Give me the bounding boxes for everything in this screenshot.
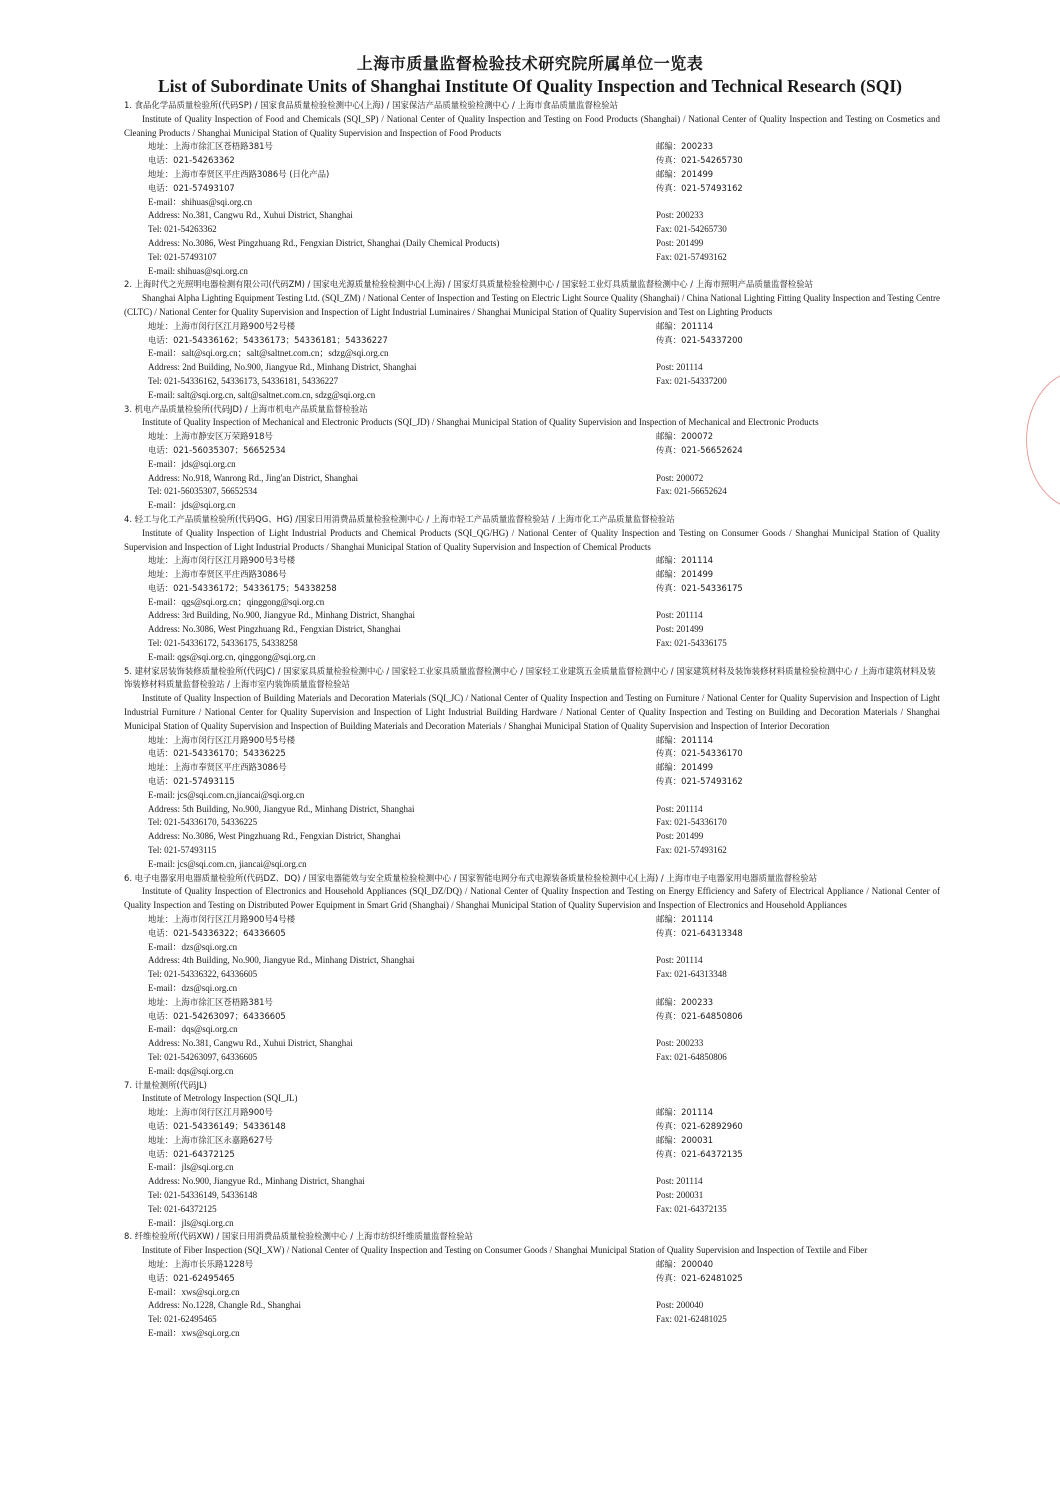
contact-row (124, 1313, 940, 1327)
contact-row (124, 1120, 940, 1134)
contact-row (124, 913, 940, 927)
contact-detail: Tel: 021-64372125 (148, 1203, 217, 1214)
contact-detail: E-mail：jds@sqi.org.cn (148, 458, 236, 469)
contact-postal-fax: 传真：021-64850806 (656, 1010, 743, 1021)
contact-detail: Tel: 021-57493115 (148, 845, 217, 856)
contact-row (124, 927, 940, 941)
contact-detail: 地址：上海市奉贤区平庄西路3086号 (日化产品) (148, 168, 330, 179)
contact-detail: 电话：021-54336172；54336175；54338258 (148, 582, 337, 593)
contact-detail: 地址：上海市奉贤区平庄西路3086号 (148, 569, 287, 580)
contact-postal-fax: Fax: 021-54336170 (656, 817, 727, 828)
contact-row (124, 1286, 940, 1300)
contact-row (124, 265, 940, 279)
contact-row (124, 472, 940, 486)
contact-detail: Tel: 021-62495465 (148, 1314, 217, 1325)
contact-postal-fax: 传真：021-57493162 (656, 182, 743, 193)
contact-detail: Address: 4th Building, No.900, Jiangyue Rd., Minhang District, Shanghai (148, 955, 415, 966)
contact-postal-fax: 邮编：201114 (656, 914, 714, 925)
contact-row (124, 858, 940, 872)
contact-row (124, 361, 940, 375)
contact-postal-fax: Fax: 021-56652624 (656, 486, 727, 497)
unit-block (124, 1230, 940, 1340)
contact-postal-fax: Post: 201114 (656, 610, 703, 621)
unit-description: Institute of Quality Inspection of Electronics and Household Appliances (SQI_DZ/DQ) / National Center of Quality Inspection and Testing on Energy Efficiency and Safety of Electrical Appliance / National Center of Quality Inspection and Testing on Distributed Power Equipment in Smart Grid (Shanghai) / Shanghai Municipal Station of Quality Supervision and Inspection of Electronics and Household Appliances (124, 886, 940, 911)
contact-postal-fax: 邮编：200040 (656, 1258, 714, 1269)
contact-row (124, 1010, 940, 1024)
contact-postal-fax: 邮编：201114 (656, 1107, 714, 1118)
contact-row (124, 237, 940, 251)
contact-postal-fax: Fax: 021-57493162 (656, 845, 727, 856)
contact-postal-fax: 传真：021-64313348 (656, 927, 743, 938)
contact-row (124, 568, 940, 582)
contact-row (124, 816, 940, 830)
contact-detail: E-mail: dqs@sqi.org.cn (148, 1065, 234, 1076)
unit-heading: 6. 电子电器家用电器质量检验所(代码DZ、DQ) / 国家电器能效与安全质量检验检测中心 / 国家智能电网分布式电源装备质量检验检测中心(上海) / 上海市电子电器家用电器质量监督检验站 (124, 872, 818, 883)
contact-row (124, 968, 940, 982)
contact-detail: 地址：上海市闵行区江月路900号 (148, 1107, 273, 1118)
contact-row (124, 623, 940, 637)
contact-detail: E-mail: qgs@sqi.org.cn, qinggong@sqi.org.cn (148, 651, 316, 662)
contact-postal-fax: 邮编：201499 (656, 168, 714, 179)
contact-postal-fax: Post: 200233 (656, 1038, 704, 1049)
contact-detail: Address: No.900, Jiangyue Rd., Minhang District, Shanghai (148, 1176, 365, 1187)
contact-row (124, 789, 940, 803)
contact-detail: E-mail：jls@sqi.org.cn (148, 1217, 234, 1228)
contact-row (124, 499, 940, 513)
contact-postal-fax: Fax: 021-57493162 (656, 251, 727, 262)
contact-detail: Tel: 021-54263097, 64336605 (148, 1051, 258, 1062)
contact-row (124, 1189, 940, 1203)
title-chinese: 上海市质量监督检验技术研究院所属单位一览表 (356, 54, 704, 73)
contact-row (124, 140, 940, 154)
contact-detail: 电话：021-64372125 (148, 1148, 235, 1159)
contact-row (124, 430, 940, 444)
contact-row (124, 1299, 940, 1313)
contact-postal-fax: Fax: 021-64850806 (656, 1051, 727, 1062)
unit-description: Institute of Quality Inspection of Mechanical and Electronic Products (SQI_JD) / Shanghai Municipal Station of Quality Supervision and Inspection of Mechanical and Electronic Products (142, 417, 819, 428)
contact-detail: 地址：上海市闵行区江月路900号5号楼 (148, 734, 295, 745)
contact-detail: Address: 5th Building, No.900, Jiangyue Rd., Minhang District, Shanghai (148, 803, 415, 814)
contact-row (124, 1023, 940, 1037)
unit-heading: 5. 建材家居装饰装修质量检验所(代码JC) / 国家家具质量检验检测中心 / 国家轻工业家具质量监督检测中心 / 国家轻工业建筑五金质量监督检测中心 / 国家建筑材料及装饰装修材料质量检验检测中心 / 上海市建筑材料及装饰装修材料质量监督检验站 / 上海市室内装饰质量监督检验站 (124, 665, 936, 690)
contact-row (124, 375, 940, 389)
contact-postal-fax: Post: 200233 (656, 210, 704, 221)
contact-row (124, 1106, 940, 1120)
contact-detail: E-mail: salt@sqi.org.cn, salt@saltnet.com.cn, sdzg@sqi.org.cn (148, 389, 376, 400)
contact-detail: E-mail：dqs@sqi.org.cn (148, 1024, 238, 1035)
contact-postal-fax: Fax: 021-62481025 (656, 1314, 727, 1325)
contact-row (124, 982, 940, 996)
contact-row (124, 334, 940, 348)
contact-postal-fax: 邮编：201499 (656, 569, 714, 580)
contact-postal-fax: 邮编：200031 (656, 1134, 714, 1145)
contact-row (124, 1327, 940, 1341)
contact-detail: E-mail：xws@sqi.org.cn (148, 1286, 240, 1297)
unit-block (124, 513, 940, 665)
unit-block (124, 403, 940, 513)
contact-row (124, 844, 940, 858)
unit-description: Institute of Quality Inspection of Building Materials and Decoration Materials (SQI_JC) / National Center of Quality Inspection and Testing on Furniture / National Center for Quality Supervision and Inspection of Light Industrial Furniture / National Center for Quality Supervision and Inspection of Light Industrial Building Hardware / National Center of Quality Inspection and Testing on Building and Decoration Materials / Shanghai Municipal Station of Quality Supervision and Inspection of Building Materials and Decoration Materials / Shanghai Municipal Station of Quality Supervision and Inspection of Interior Decoration (124, 693, 940, 731)
contact-detail: 地址：上海市徐汇区苍梧路381号 (148, 996, 273, 1007)
contact-postal-fax: 传真：021-54336175 (656, 582, 743, 593)
contact-detail: E-mail：dzs@sqi.org.cn (148, 983, 238, 993)
contact-detail: Address: No.1228, Changle Rd., Shanghai (148, 1300, 301, 1311)
contact-postal-fax: 传真：021-64372135 (656, 1148, 743, 1159)
contact-postal-fax: Post: 201114 (656, 955, 703, 966)
contact-row (124, 775, 940, 789)
unit-block (124, 1079, 940, 1231)
contact-postal-fax: Post: 201114 (656, 1176, 703, 1187)
contact-postal-fax: Post: 201499 (656, 831, 704, 842)
contact-postal-fax: 传真：021-56652624 (656, 444, 743, 455)
contact-row (124, 637, 940, 651)
contact-row (124, 554, 940, 568)
contact-row (124, 996, 940, 1010)
contact-detail: E-mail：jls@sqi.org.cn (148, 1162, 234, 1173)
unit-heading: 8. 纤维检验所(代码XW) / 国家日用消费品质量检验检测中心 / 上海市纺织纤维质量监督检验站 (124, 1231, 473, 1242)
contact-postal-fax: 邮编：201114 (656, 320, 714, 331)
contact-row (124, 609, 940, 623)
contact-postal-fax: 邮编：201114 (656, 734, 714, 745)
contact-postal-fax: Fax: 021-64372135 (656, 1203, 727, 1214)
contact-postal-fax: 传真：021-54336170 (656, 748, 743, 759)
contact-row (124, 1203, 940, 1217)
contact-postal-fax: Post: 201499 (656, 624, 704, 635)
contact-row (124, 941, 940, 955)
unit-description: Institute of Quality Inspection of Food and Chemicals (SQI_SP) / National Center of Quality Inspection and Testing on Food Products (Shanghai) / National Center of Quality Inspection and Testing on Cosmetics and Cleaning Products / Shanghai Municipal Station of Quality Supervision and Inspection of Food Products (124, 113, 940, 138)
contact-row (124, 485, 940, 499)
contact-row (124, 596, 940, 610)
contact-row (124, 803, 940, 817)
contact-detail: Address: No.381, Cangwu Rd., Xuhui District, Shanghai (148, 1038, 353, 1049)
unit-block (124, 99, 940, 278)
contact-row (124, 747, 940, 761)
contact-detail: Tel: 021-54336322, 64336605 (148, 969, 258, 980)
unit-description: Institute of Metrology Inspection (SQI_JL) (142, 1093, 298, 1104)
unit-heading: 1. 食品化学品质量检验所(代码SP) / 国家食品质量检验检测中心(上海) / 国家保洁产品质量检验检测中心 / 上海市食品质量监督检验站 (124, 100, 619, 110)
contact-detail: 电话：021-54336162；54336173；54336181；54336227 (148, 334, 388, 345)
contact-postal-fax: Post: 201114 (656, 362, 703, 373)
contact-row (124, 444, 940, 458)
contact-row (124, 1272, 940, 1286)
contact-detail: 地址：上海市闵行区江月路900号4号楼 (148, 914, 295, 925)
contact-row (124, 168, 940, 182)
contact-row (124, 154, 940, 168)
contact-detail: 地址：上海市徐汇区苍梧路381号 (148, 141, 273, 152)
contact-detail: Tel: 021-56035307, 56652534 (148, 486, 258, 497)
contact-row (124, 209, 940, 223)
contact-detail: 电话：021-54336322；64336605 (148, 927, 286, 938)
unit-heading: 4. 轻工与化工产品质量检验所(代码QG、HG) /国家日用消费品质量检验检测中心 / 上海市轻工产品质量监督检验站 / 上海市化工产品质量监督检验站 (124, 513, 675, 524)
contact-row (124, 1148, 940, 1162)
contact-row (124, 320, 940, 334)
contact-postal-fax: Fax: 021-54336175 (656, 638, 727, 649)
unit-block (124, 278, 940, 402)
contact-detail: E-mail：dzs@sqi.org.cn (148, 941, 238, 952)
contact-detail: E-mail: jcs@sqi.com.cn, jiancai@sqi.org.cn (148, 858, 307, 869)
contact-row (124, 1175, 940, 1189)
contact-postal-fax: Post: 201499 (656, 237, 704, 248)
contact-row (124, 1217, 940, 1231)
contact-postal-fax: 邮编：200072 (656, 431, 714, 442)
contact-detail: E-mail：jds@sqi.org.cn (148, 500, 236, 511)
contact-row (124, 1161, 940, 1175)
contact-postal-fax: 传真：021-54337200 (656, 334, 743, 345)
contact-postal-fax: 邮编：201114 (656, 555, 714, 566)
contact-detail: E-mail：shihuas@sqi.org.cn (148, 196, 253, 207)
contact-row (124, 761, 940, 775)
contact-row (124, 651, 940, 665)
contact-detail: Tel: 021-57493107 (148, 251, 217, 262)
contact-postal-fax: 传真：021-62892960 (656, 1120, 743, 1131)
contact-row (124, 830, 940, 844)
contact-postal-fax: 邮编：200233 (656, 996, 714, 1007)
contact-postal-fax: Post: 200072 (656, 472, 704, 483)
contact-detail: 地址：上海市徐汇区永嘉路627号 (148, 1134, 273, 1145)
unit-list (0, 99, 1060, 1341)
contact-row (124, 389, 940, 403)
unit-block (124, 872, 940, 1079)
title-english: List of Subordinate Units of Shanghai Institute Of Quality Inspection and Technical Research (SQI) (157, 76, 903, 96)
unit-heading: 7. 计量检测所(代码JL) (124, 1079, 207, 1090)
unit-description: Institute of Quality Inspection of Light Industrial Products and Chemical Products (SQI_QG/HG) / National Center of Quality Inspection and Testing on Consumer Goods / Shanghai Municipal Station of Quality Supervision and Inspection of Light Industrial Products / Shanghai Municipal Station of Quality Supervision and Inspection of Chemical Products (124, 527, 940, 552)
contact-postal-fax: Fax: 021-54337200 (656, 375, 727, 386)
unit-description: Shanghai Alpha Lighting Equipment Testing Ltd. (SQI_ZM) / National Center of Inspection and Testing on Electric Light Source Quality (Shanghai) / China National Lighting Fitting Quality Inspection and Testing Centre (CLTC) / National Center for Quality Supervision and Inspection of Light Industrial Luminaires / Shanghai Municipal Station of Quality Supervision and Test on Lighting Products (124, 293, 940, 317)
contact-row (124, 582, 940, 596)
contact-detail: 电话：021-54263362 (148, 155, 235, 166)
unit-block (124, 665, 940, 872)
contact-row (124, 1134, 940, 1148)
contact-postal-fax: Fax: 021-54265730 (656, 224, 727, 235)
contact-row (124, 1037, 940, 1051)
contact-row (124, 347, 940, 361)
contact-row (124, 196, 940, 210)
contact-postal-fax: 传真：021-57493162 (656, 776, 743, 787)
contact-detail: E-mail: shihuas@sqi.org.cn (148, 265, 248, 276)
contact-detail: 电话：021-54263097；64336605 (148, 1010, 286, 1021)
contact-detail: 地址：上海市闵行区江月路900号2号楼 (148, 320, 295, 331)
contact-detail: 地址：上海市静安区万荣路918号 (148, 431, 273, 442)
contact-row (124, 954, 940, 968)
contact-detail: 地址：上海市奉贤区平庄西路3086号 (148, 762, 287, 773)
contact-row (124, 182, 940, 196)
contact-detail: E-mail：xws@sqi.org.cn (148, 1327, 240, 1338)
contact-postal-fax: Fax: 021-64313348 (656, 969, 727, 980)
contact-detail: Tel: 021-54336172, 54336175, 54338258 (148, 638, 298, 649)
contact-postal-fax: 邮编：200233 (656, 141, 714, 152)
contact-row (124, 734, 940, 748)
contact-detail: Tel: 021-54336149, 54336148 (148, 1189, 258, 1200)
contact-postal-fax: 传真：021-62481025 (656, 1272, 743, 1283)
contact-postal-fax: Post: 201114 (656, 803, 703, 814)
contact-detail: 电话：021-57493107 (148, 182, 235, 193)
contact-postal-fax: 传真：021-54265730 (656, 155, 743, 166)
contact-detail: E-mail：salt@sqi.org.cn；salt@saltnet.com.cn；sdzg@sqi.org.cn (148, 348, 389, 359)
unit-heading: 2. 上海时代之光照明电器检测有限公司(代码ZM) / 国家电光源质量检验检测中心(上海) / 国家灯具质量检验检测中心 / 国家轻工业灯具质量监督检测中心 / 上海市照明产品质量监督检验站 (124, 279, 814, 290)
contact-detail: Address: No.381, Cangwu Rd., Xuhui District, Shanghai (148, 210, 353, 221)
contact-detail: 电话：021-56035307；56652534 (148, 444, 286, 455)
contact-row (124, 458, 940, 472)
contact-detail: Address: No.918, Wanrong Rd., Jing'an District, Shanghai (148, 472, 358, 483)
contact-detail: Address: No.3086, West Pingzhuang Rd., Fengxian District, Shanghai (Daily Chemical Products) (148, 237, 500, 248)
contact-detail: E-mail：qgs@sqi.org.cn；qinggong@sqi.org.cn (148, 596, 325, 607)
contact-detail: Tel: 021-54336170, 54336225 (148, 817, 258, 828)
contact-detail: Tel: 021-54336162, 54336173, 54336181, 54336227 (148, 375, 339, 386)
contact-row (124, 1258, 940, 1272)
contact-detail: E-mail: jcs@sqi.com.cn,jiancai@sqi.org.cn (148, 789, 305, 800)
contact-detail: 电话：021-54336149；54336148 (148, 1120, 286, 1131)
contact-row (124, 251, 940, 265)
unit-heading: 3. 机电产品质量检验所(代码JD) / 上海市机电产品质量监督检验站 (124, 403, 368, 414)
contact-postal-fax: Post: 200040 (656, 1300, 704, 1311)
contact-detail: 地址：上海市长乐路1228号 (148, 1258, 254, 1269)
contact-row (124, 1051, 940, 1065)
unit-description: Institute of Fiber Inspection (SQI_XW) / National Center of Quality Inspection and Testing on Consumer Goods / Shanghai Municipal Station of Quality Supervision and Inspection of Textile and Fiber (142, 1245, 868, 1256)
contact-detail: Address: 2nd Building, No.900, Jiangyue Rd., Minhang District, Shanghai (148, 362, 417, 373)
contact-detail: Address: No.3086, West Pingzhuang Rd., Fengxian District, Shanghai (148, 831, 401, 842)
contact-row (124, 223, 940, 237)
contact-postal-fax: 邮编：201499 (656, 762, 714, 773)
contact-detail: Address: 3rd Building, No.900, Jiangyue Rd., Minhang District, Shanghai (148, 610, 415, 621)
contact-detail: 电话：021-54336170；54336225 (148, 748, 286, 759)
contact-detail: Tel: 021-54263362 (148, 224, 217, 235)
contact-detail: 地址：上海市闵行区江月路900号3号楼 (148, 555, 295, 566)
contact-row (124, 1065, 940, 1079)
contact-detail: 电话：021-62495465 (148, 1272, 235, 1283)
contact-detail: Address: No.3086, West Pingzhuang Rd., Fengxian District, Shanghai (148, 624, 401, 635)
contact-postal-fax: Post: 200031 (656, 1189, 704, 1200)
contact-detail: 电话：021-57493115 (148, 776, 235, 787)
